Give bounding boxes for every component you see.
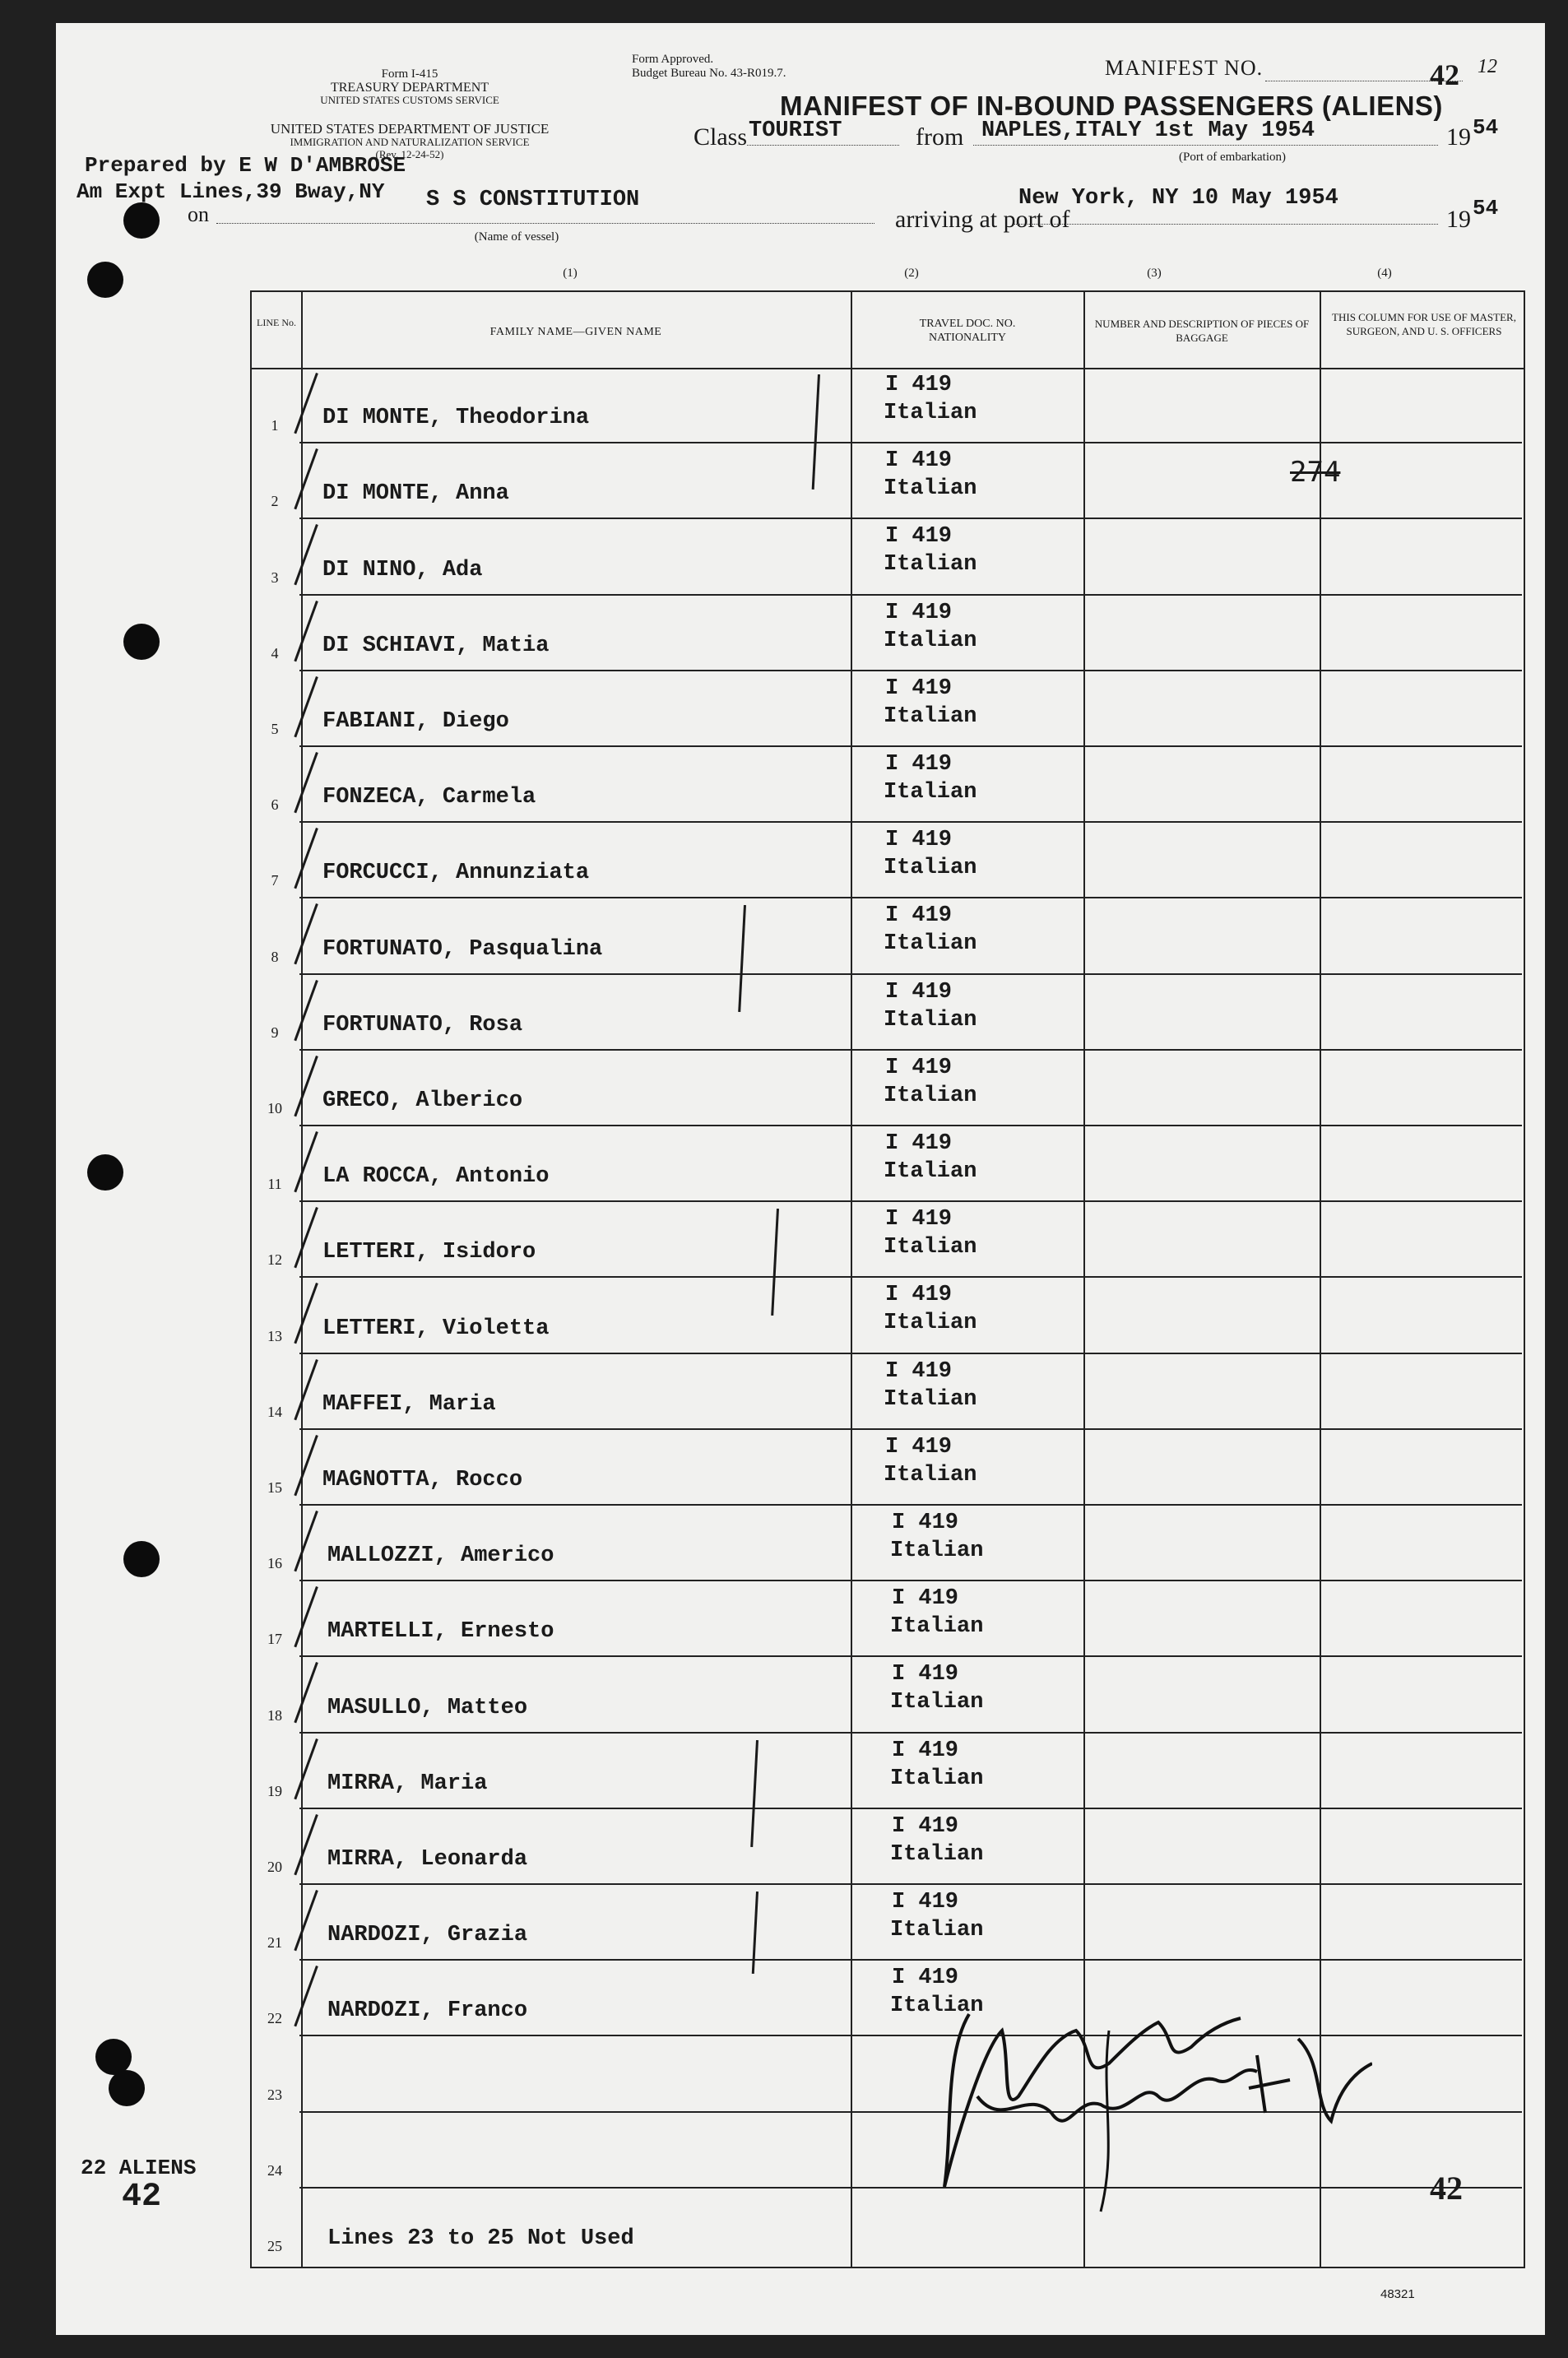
row-divider [299,1580,1522,1581]
nationality: Italian [884,703,977,729]
nationality: Italian [884,1311,977,1336]
signature [912,1981,1372,2228]
prepared-by-address: Am Expt Lines,39 Bway,NY [77,179,385,204]
line-number: 21 [267,1934,282,1952]
line-number: 2 [271,493,279,510]
punch-hole [109,2070,145,2106]
nationality: Italian [890,1539,984,1563]
punch-hole [87,262,123,298]
passenger-name: NARDOZI, Grazia [327,1923,528,1948]
manifest-number: 42 [1430,58,1459,91]
travel-doc-number: I 419 [892,1662,959,1687]
line-number: 8 [271,948,279,965]
row-divider [299,594,1522,596]
row-divider [299,1883,1522,1885]
row-divider [299,518,1522,519]
line-number: 20 [267,1859,282,1875]
nationality: Italian [890,1841,984,1867]
travel-doc-number: I 419 [892,1738,959,1763]
class-label: Class [694,123,748,151]
travel-doc-number: I 419 [885,1434,953,1460]
nationality: Italian [890,1994,984,2019]
travel-doc-number: I 419 [885,1358,953,1384]
department-of-justice: UNITED STATES DEPARTMENT OF JUSTICE [270,121,550,137]
embarkation-caption: (Port of embarkation) [1179,151,1286,164]
travel-doc-number: I 419 [892,1890,959,1915]
budget-bureau: Budget Bureau No. 43-R019.7. [632,67,786,80]
manifest-no-label: MANIFEST NO. [1105,56,1264,80]
passenger-name: DI NINO, Ada [322,557,483,583]
row-divider [299,1732,1522,1734]
nationality: Italian [884,401,977,425]
officer-note: 274 [1290,456,1341,489]
line-number: 3 [271,569,279,586]
col-num-1: (1) [563,267,578,280]
header-baggage: NUMBER AND DESCRIPTION OF PIECES OF BAGGAGE [1094,318,1310,344]
nationality: Italian [884,628,977,653]
row-divider [299,897,1522,898]
passenger-name: Lines 23 to 25 Not Used [327,2226,634,2251]
row-divider [299,442,1522,443]
manifest-page [56,23,1545,2335]
line-number: 10 [267,1100,282,1116]
form-number: Form I-415 [381,67,438,81]
travel-doc-number: I 419 [885,675,953,701]
nationality: Italian [884,1007,977,1033]
passenger-name: DI MONTE, Theodorina [322,406,590,431]
arrival-year-prefix: 19 [1446,206,1471,233]
manifest-title: MANIFEST OF IN-BOUND PASSENGERS (ALIENS) [780,91,1443,121]
travel-doc-number: I 419 [885,448,953,474]
passenger-name: FABIANI, Diego [322,709,509,734]
passenger-name: GRECO, Alberico [322,1088,523,1113]
corner-note: 12 [1478,56,1497,77]
line-number: 4 [271,644,279,661]
line-number: 14 [267,1403,282,1420]
line-number: 22 [267,2010,282,2027]
line-number: 11 [267,1176,282,1193]
travel-doc-number: I 419 [885,1055,953,1080]
travel-doc-number: I 419 [885,600,953,625]
form-approved: Form Approved. [632,53,714,66]
arriving-label: arriving at port of [895,206,1070,233]
punch-hole [123,1541,160,1577]
port-of-arrival: New York, NY 10 May 1954 [1018,186,1338,211]
from-label: from [916,123,964,151]
row-divider [299,1428,1522,1430]
line-number: 13 [267,1327,282,1344]
passenger-name: LETTERI, Violetta [322,1316,550,1341]
passenger-name: FORCUCCI, Annunziata [322,861,590,886]
col-num-3: (3) [1147,267,1162,280]
travel-doc-number: I 419 [885,903,953,929]
travel-doc-number: I 419 [892,1813,959,1839]
port-of-embarkation: NAPLES,ITALY 1st May 1954 [981,118,1315,143]
line-number: 18 [267,1706,282,1724]
row-divider [299,1049,1522,1051]
header-name: FAMILY NAME—GIVEN NAME [489,326,662,338]
row-divider [299,670,1522,671]
passenger-name: LETTERI, Isidoro [322,1240,536,1265]
passenger-name: MALLOZZI, Americo [327,1543,554,1569]
travel-doc-number: I 419 [892,1586,959,1612]
year-prefix: 19 [1446,123,1471,151]
nationality: Italian [884,780,977,805]
passenger-name: LA ROCCA, Antonio [322,1164,550,1190]
line-number: 6 [271,796,279,814]
row-divider [299,1276,1522,1278]
nationality: Italian [884,931,977,957]
bottom-page-number: 42 [1430,2170,1463,2207]
footer-code: 48321 [1380,2287,1415,2301]
punch-hole [123,624,160,660]
line-number: 7 [271,872,279,889]
year-value: 54 [1473,115,1499,140]
row-divider [299,973,1522,975]
nationality: Italian [884,1386,977,1412]
passenger-name: FORTUNATO, Pasqualina [322,936,603,962]
passenger-name: FONZECA, Carmela [322,785,536,810]
punch-hole [123,202,160,239]
vessel-name: S S CONSTITUTION [426,188,640,212]
nationality: Italian [884,1083,977,1108]
line-number: 17 [267,1631,282,1648]
passenger-name: FORTUNATO, Rosa [322,1012,523,1037]
nationality: Italian [884,476,977,502]
passenger-name: NARDOZI, Franco [327,1998,528,2024]
col-num-2: (2) [904,267,919,280]
revision-date: (Rev. 12-24-52) [375,148,444,160]
travel-doc-number: I 419 [885,373,953,397]
line-number: 25 [267,2238,282,2254]
travel-doc-number: I 419 [885,979,953,1005]
nationality: Italian [884,1159,977,1184]
line-number: 1 [271,417,279,434]
col-num-4: (4) [1377,267,1392,280]
vessel-caption: (Name of vessel) [474,230,559,244]
header-travel-doc: TRAVEL DOC. NO. NATIONALITY [919,318,1016,344]
header-line-no: LINE No. [257,317,296,328]
travel-doc-number: I 419 [885,828,953,853]
row-divider [299,1200,1522,1202]
travel-doc-number: I 419 [885,524,953,550]
nationality: Italian [890,1766,984,1791]
line-number: 23 [267,2086,282,2103]
passenger-name: MASULLO, Matteo [327,1695,528,1720]
travel-doc-number: I 419 [885,1207,953,1232]
travel-doc-number: I 419 [892,1511,959,1535]
treasury-department: TREASURY DEPARTMENT [330,81,489,95]
line-number: 16 [267,1555,282,1572]
nationality: Italian [884,1462,977,1488]
row-divider [299,1959,1522,1961]
passenger-name: MAGNOTTA, Rocco [322,1468,523,1492]
travel-doc-number: I 419 [885,1131,953,1156]
line-number: 12 [267,1251,282,1269]
nationality: Italian [890,1690,984,1715]
row-divider [299,1504,1522,1506]
row-divider [299,821,1522,823]
punch-hole [87,1154,123,1191]
line-number: 9 [271,1024,279,1041]
row-divider [299,745,1522,747]
row-divider [299,1125,1522,1126]
travel-doc-number: I 419 [892,1966,959,1991]
line-number: 15 [267,1479,282,1496]
line-number: 19 [267,1782,282,1799]
ins-label: IMMIGRATION AND NATURALIZATION SERVICE [290,136,530,148]
aliens-page: 42 [122,2179,162,2216]
aliens-total: 22 ALIENS [81,2156,197,2180]
class-value: TOURIST [749,118,842,143]
on-label: on [188,202,209,226]
nationality: Italian [884,856,977,881]
prepared-by: Prepared by E W D'AMBROSE [85,153,406,178]
passenger-name: MIRRA, Leonarda [327,1847,528,1872]
travel-doc-number: I 419 [885,752,953,777]
row-divider [299,1353,1522,1354]
nationality: Italian [884,1235,977,1260]
nationality: Italian [890,1918,984,1943]
passenger-name: MAFFEI, Maria [322,1391,496,1417]
manifest-table [250,290,1525,2268]
line-number: 5 [271,721,279,737]
arrival-year-value: 54 [1473,196,1499,220]
line-number: 24 [267,2161,282,2179]
nationality: Italian [890,1614,984,1640]
travel-doc-number: I 419 [885,1283,953,1308]
passenger-name: MIRRA, Maria [327,1771,488,1796]
nationality: Italian [884,552,977,578]
customs-service: UNITED STATES CUSTOMS SERVICE [320,94,499,106]
passenger-name: DI MONTE, Anna [322,481,509,507]
header-officers: THIS COLUMN FOR USE OF MASTER, SURGEON, AND U. S. OFFICERS [1332,311,1516,337]
row-divider [299,1655,1522,1657]
passenger-name: MARTELLI, Ernesto [327,1619,554,1645]
row-divider [299,1808,1522,1809]
passenger-name: DI SCHIAVI, Matia [322,633,550,658]
